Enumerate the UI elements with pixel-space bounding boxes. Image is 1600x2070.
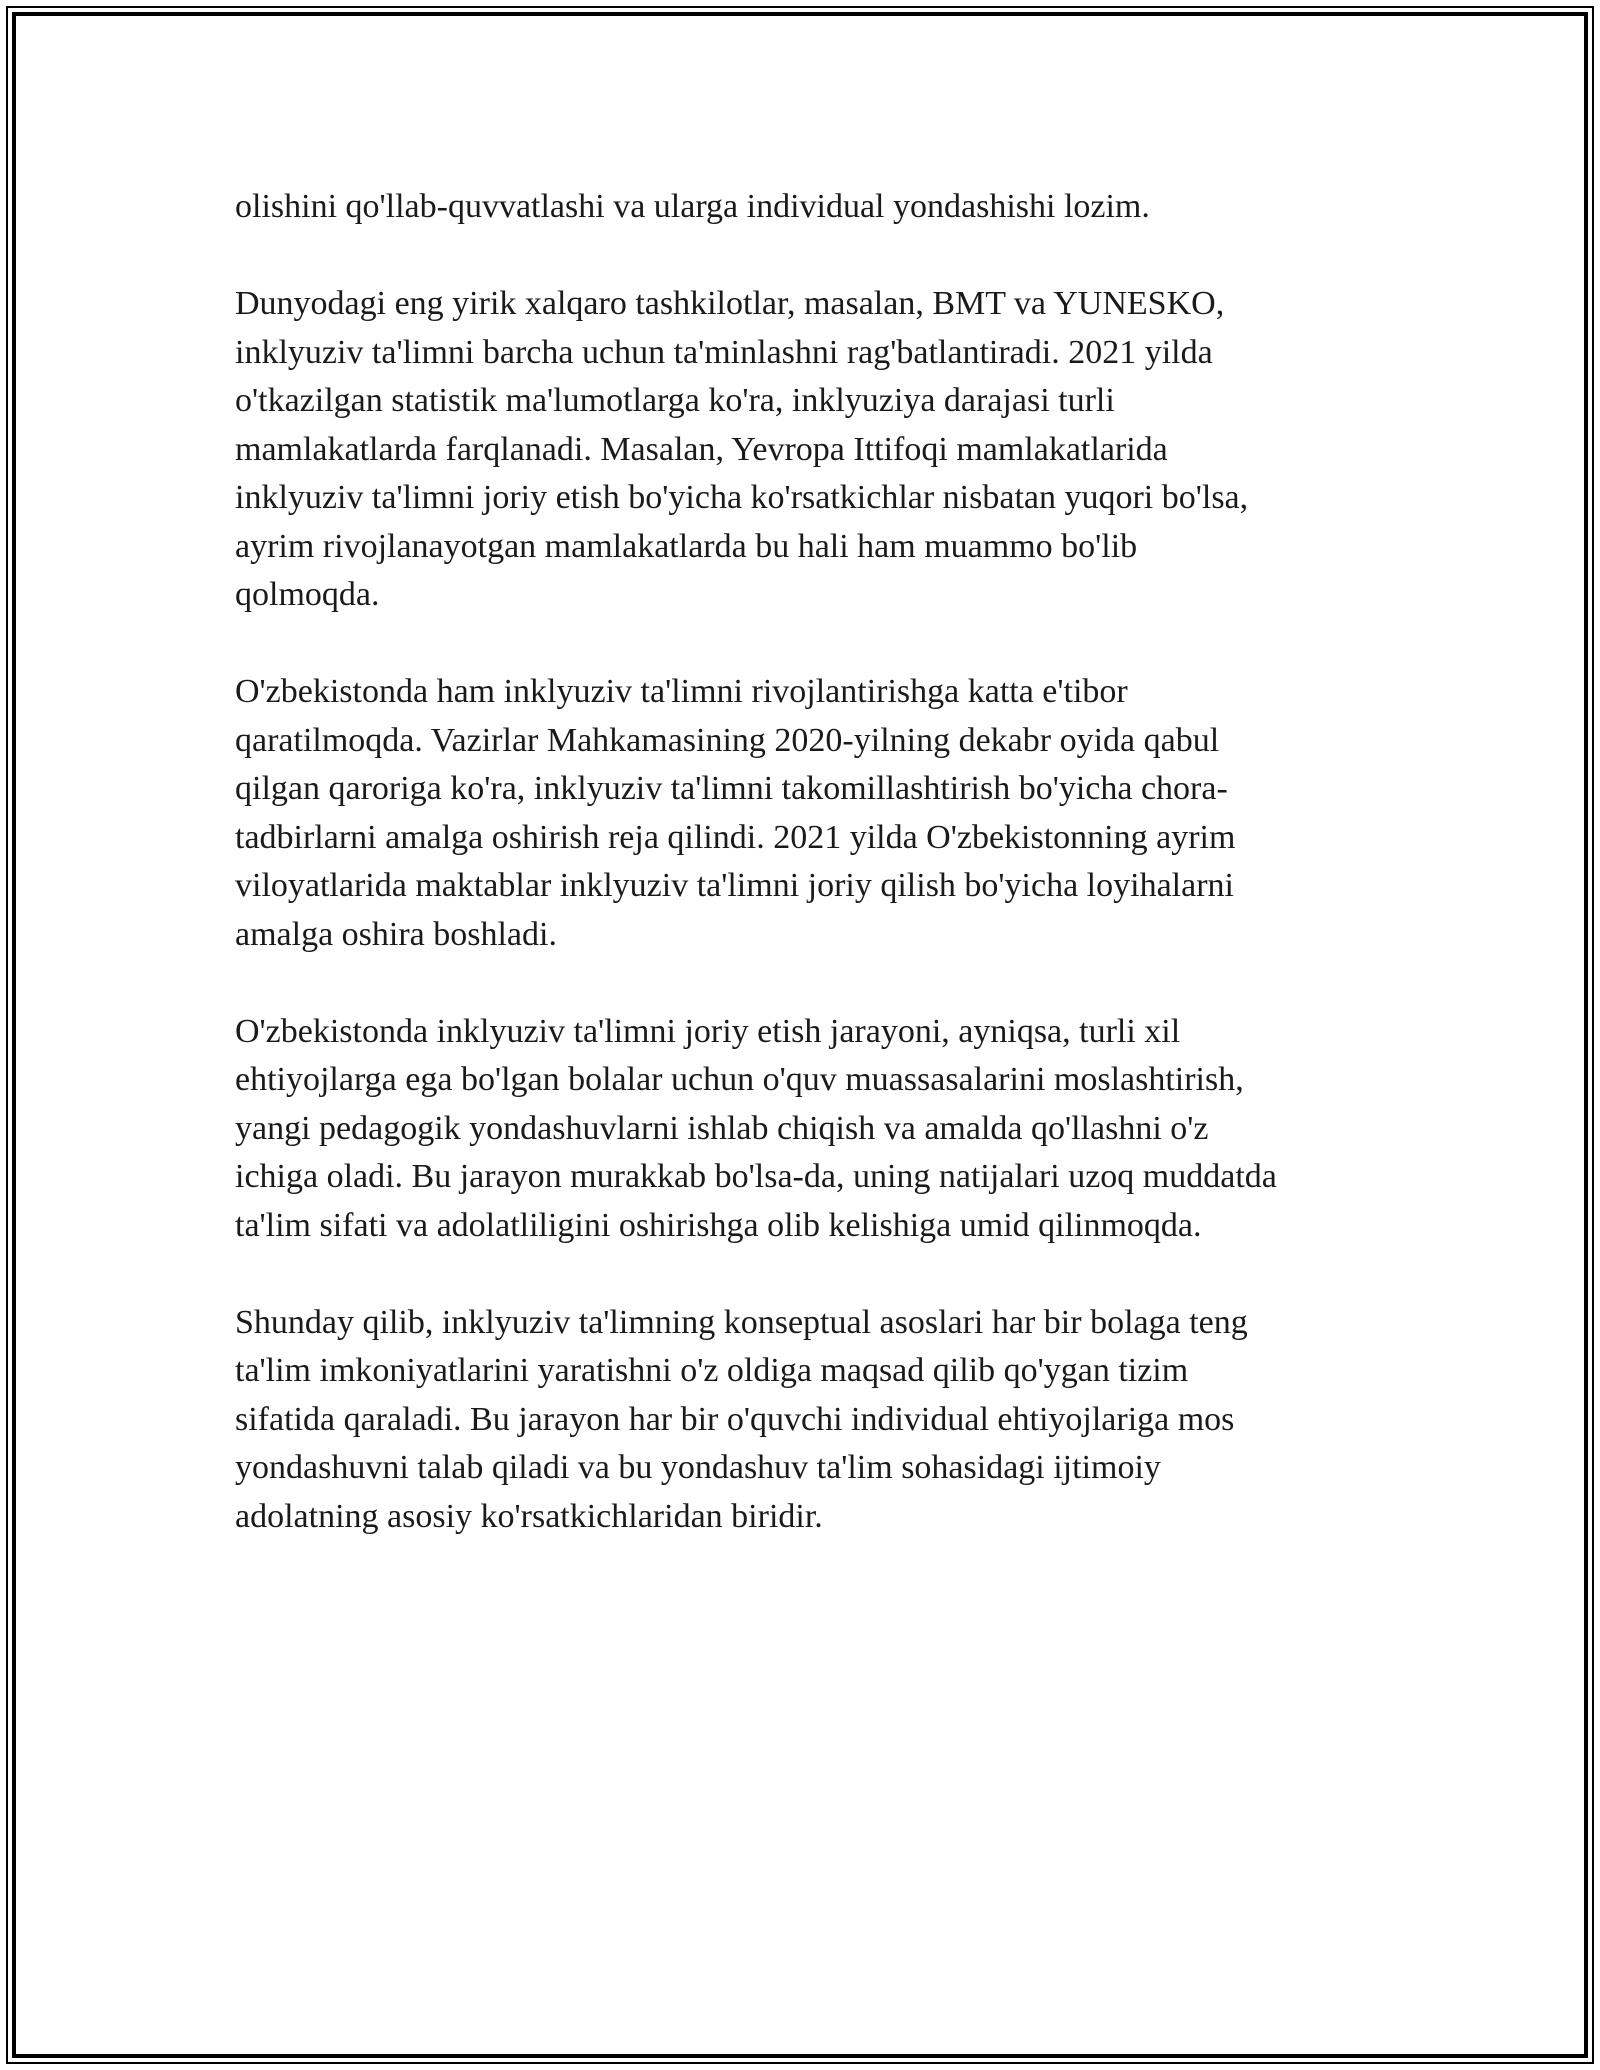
text-line: O'zbekistonda inklyuziv ta'limni joriy etish jarayoni, ayniqsa, turli xil <box>235 1012 1181 1050</box>
text-line: qolmoqda. <box>235 576 380 613</box>
text-line: inklyuziv ta'limni barcha uchun ta'minlashni rag'batlantiradi. 2021 yilda <box>235 333 1213 371</box>
text-line: ta'lim imkoniyatlarini yaratishni o'z oldiga maqsad qilib qo'ygan tizim <box>235 1352 1189 1389</box>
text-line: qaratilmoqda. Vazirlar Mahkamasining 2020-yilning dekabr oyida qabul <box>235 721 1220 759</box>
text-line: ehtiyojlarga ega bo'lgan bolalar uchun o'quv muassasalarini moslashtirish, <box>235 1061 1244 1098</box>
text-line: inklyuziv ta'limni joriy etish bo'yicha ko'rsatkichlar nisbatan yuqori bo'lsa, <box>235 479 1249 516</box>
paragraph-1 <box>235 183 1375 232</box>
paragraph-5 <box>235 1299 1375 1542</box>
text-line: yangi pedagogik yondashuvlarni ishlab chiqish va amalda qo'llashni o'z <box>235 1109 1209 1147</box>
text-line: Dunyodagi eng yirik xalqaro tashkilotlar, masalan, BMT va YUNESKO, <box>235 285 1225 322</box>
text-line: adolatning asosiy ko'rsatkichlaridan biridir. <box>235 1497 823 1535</box>
text-line: qilgan qaroriga ko'ra, inklyuziv ta'limni takomillashtirish bo'yicha chora- <box>235 770 1228 807</box>
text-line: tadbirlarni amalga oshirish reja qilindi. 2021 yilda O'zbekistonning ayrim <box>235 818 1236 856</box>
text-line: viloyatlarida maktablar inklyuziv ta'limni joriy qilish bo'yicha loyihalarni <box>235 867 1234 904</box>
text-line: mamlakatlarda farqlanadi. Masalan, Yevropa Ittifoqi mamlakatlarida <box>235 430 1168 468</box>
text-line: yondashuvni talab qiladi va bu yondashuv ta'lim sohasidagi ijtimoiy <box>235 1449 1161 1486</box>
text-line: ayrim rivojlanayotgan mamlakatlarda bu hali ham muammo bo'lib <box>235 527 1138 565</box>
paragraph-3 <box>235 668 1375 959</box>
text-line: O'zbekistonda ham inklyuziv ta'limni rivojlantirishga katta e'tibor <box>235 673 1128 710</box>
text-line: sifatida qaraladi. Bu jarayon har bir o'quvchi individual ehtiyojlariga mos <box>235 1400 1235 1438</box>
text-line: ichiga oladi. Bu jarayon murakkab bo'lsa-da, uning natijalari uzoq muddatda <box>235 1158 1277 1195</box>
text-line: olishini qo'llab-quvvatlashi va ularga individual yondashishi lozim. <box>235 188 1150 225</box>
text-line: o'tkazilgan statistik ma'lumotlarga ko'ra, inklyuziya darajasi turli <box>235 382 1115 419</box>
document-body <box>235 183 1375 1590</box>
paragraph-4 <box>235 1008 1375 1251</box>
paragraph-2 <box>235 280 1375 620</box>
text-line: amalga oshira boshladi. <box>235 915 557 953</box>
text-line: Shunday qilib, inklyuziv ta'limning konseptual asoslari har bir bolaga teng <box>235 1303 1248 1341</box>
text-line: ta'lim sifati va adolatliligini oshirishga olib kelishiga umid qilinmoqda. <box>235 1206 1202 1244</box>
